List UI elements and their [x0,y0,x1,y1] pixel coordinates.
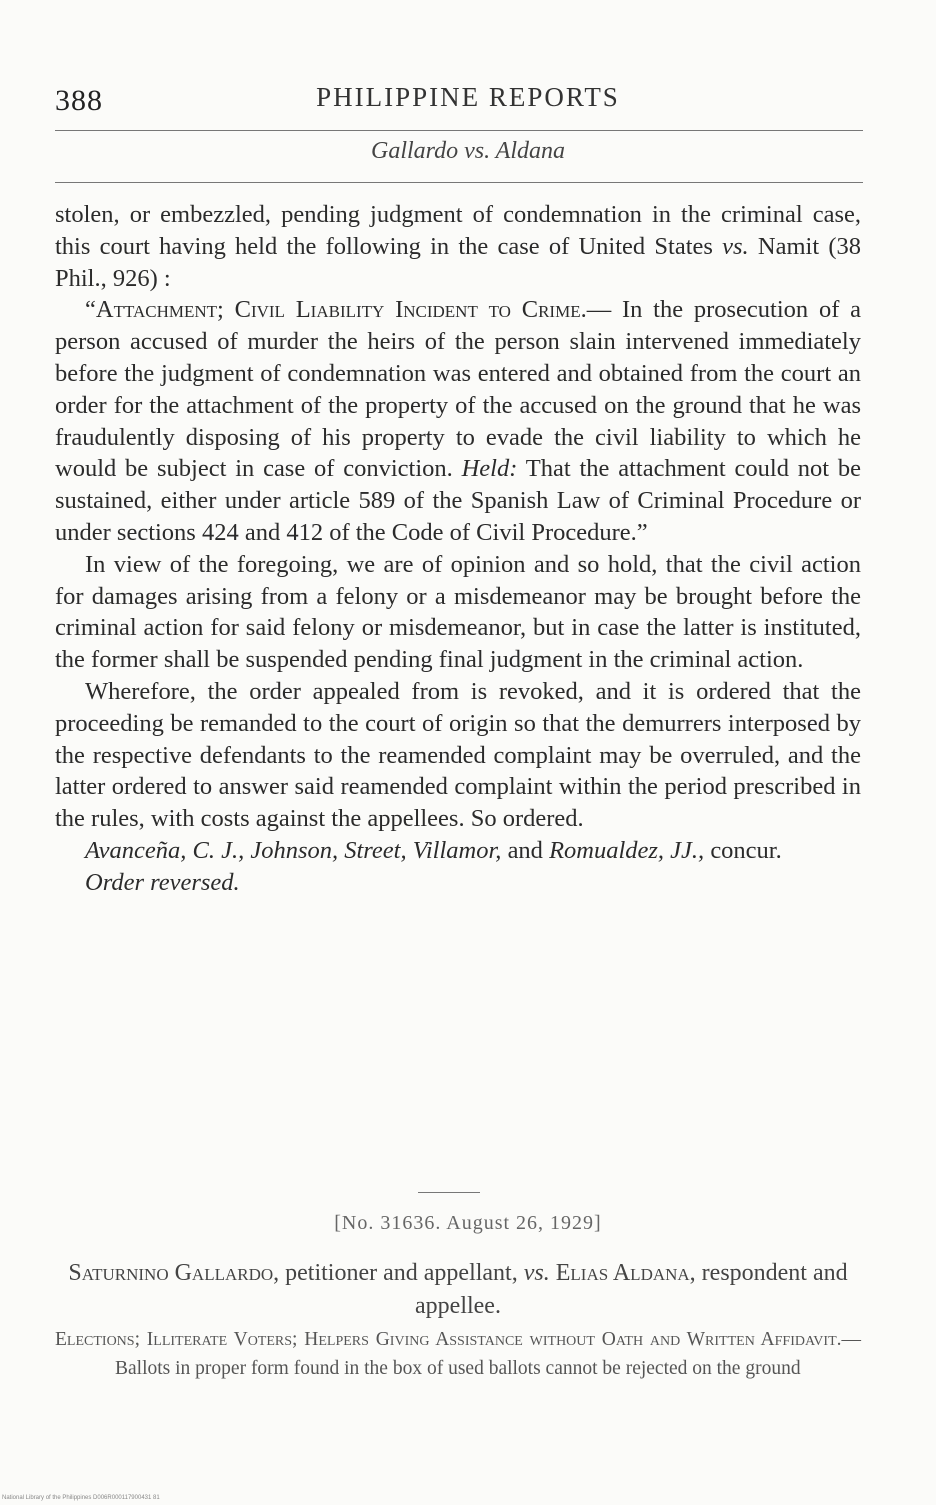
quoted-syllabus: “Attachment; Civil Liability Incident to Crime.— In the prosecution of a person accused of murder the heirs of the person slain intervened immediately before the judgment of condemnation was entered and obtained from the court an order for the attachment of the property of the accused on the ground that he was fraudulently disposing of his property to evade the civil liability to which he would be subject in case of conviction. Held: That the attachment could not be sustained, either under article 589 of the Spanish Law of Criminal Procedure or under sections 424 and 412 of the Code of Civil Procedure.” [55,296,861,546]
disposition: Order reversed. [85,868,240,896]
running-title: PHILIPPINE REPORTS [316,82,620,112]
header-rule-top [55,130,863,131]
header-rule-bottom [55,182,863,183]
holding-paragraph: In view of the foregoing, we are of opinion and so hold, that the civil action for damages arising from a felony or a misdemeanor may be brought before the criminal action for said felony or misdemeanor, but in case the latter is instituted, the former shall be suspended pending final judgment in the criminal action. [55,550,861,674]
syllabus-heading: Elections; Illiterate Voters; Helpers Giving Assistance without Oath and Written Affidavit. [55,1329,842,1350]
syllabus-text: Ballots in proper form found in the box of used ballots cannot be rejected on the ground [115,1358,801,1379]
syllabus: Elections; Illiterate Voters; Helpers Giving Assistance without Oath and Written Affidavit.—Ballots in proper form found in the box of used ballots cannot be rejected on the ground [55,1329,861,1379]
dispositive-paragraph: Wherefore, the order appealed from is revoked, and it is ordered that the proceeding be remanded to the court of origin so that the demurrers interposed by the respective defendants to the reamended complaint may be overruled, and the latter ordered to answer said reamended complaint within the period prescribed in the rules, with costs against the appellees. So ordered. [55,677,861,833]
page-number: 388 [55,84,103,117]
case-caption: Gallardo vs. Aldana [370,138,565,164]
scan-credit: National Library of the Philippines D006R000117900431 81 [2,1495,160,1501]
paragraph-continuation: stolen, or embezzled, pending judgment of condemnation in the criminal case, this court having held the following in the case of United States vs. Namit (38 Phil., 926) : [55,201,862,292]
section-divider [418,1192,480,1193]
held-label: Held: [461,455,518,483]
concurrence-line: Avanceña, C. J., Johnson, Street, Villamor, and Romualdez, JJ., concur. [85,836,782,864]
opinion-body [55,199,861,899]
docket-line: [No. 31636. August 26, 1929] [334,1212,602,1234]
quote-heading: Attachment; Civil Liability Incident to Crime. [95,296,587,324]
case-parties: Saturnino Gallardo, petitioner and appellant, vs. Elias Aldana, respondent and appellee. [68,1260,848,1319]
